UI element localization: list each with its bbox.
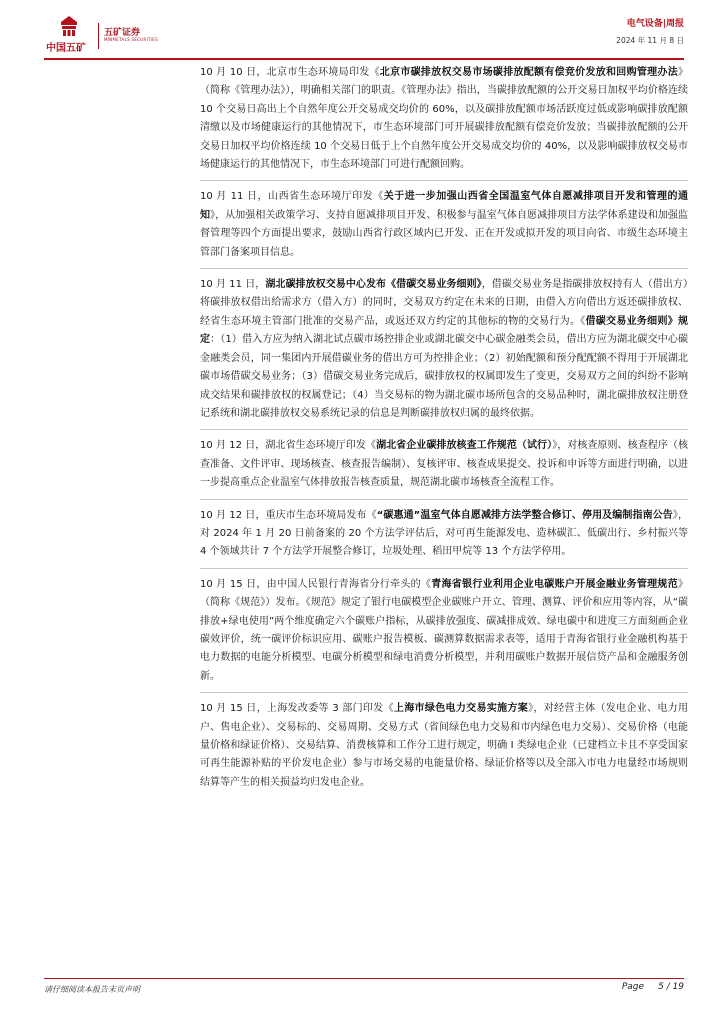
news-paragraph xyxy=(200,437,688,492)
document-title-text: 借碳交易业务细则》规定 xyxy=(200,315,689,346)
paragraph-divider xyxy=(200,568,688,569)
paragraph-text: 10 月 11 日， xyxy=(200,279,266,291)
logo-divider xyxy=(98,23,99,49)
document-title-text: 湖北碳排放权交易中心发布《借碳交易业务细则》 xyxy=(265,279,482,291)
paragraph-divider xyxy=(200,180,688,181)
header-rule xyxy=(44,58,684,60)
page-header xyxy=(44,12,684,60)
paragraph-text: 10 月 15 日，由中国人民银行青海省分行牵头的《 xyxy=(200,578,432,590)
paragraph-text: 10 月 10 日，北京市生态环境局印发《 xyxy=(200,67,380,78)
page-indicator xyxy=(622,982,684,992)
logo-securities-english: MINMETALS SECURITIES xyxy=(104,37,158,42)
news-paragraph xyxy=(200,188,688,262)
paragraph-text: 》（简称《规范》）发布。《规范》规定了银行电碳模型企业碳账户开立、管理、测算、评价和应用等内容，从“碳排放+绿电使用”两个维度确定六个碳账户指标，从碳排放强度、碳减排成效、绿电碳中和进度三方面刻画企业碳效评价，统一碳评价标识应用、碳账户报告模板、碳测算数据需求表等，适用于青海省银行业金融机构基于电力数据的电能分析模型、电碳分析模型和绿电消费分析模型，并利用碳账户数据开展信贷产品和金融服务创新。 xyxy=(200,578,688,682)
news-paragraph xyxy=(200,64,688,174)
document-title-text: 湖北省企业碳排放核查工作规范（试行） xyxy=(376,440,553,452)
document-title-text: 上海市绿色电力交易实施方案 xyxy=(393,703,529,715)
paragraph-text: 10 月 12 日，重庆市生态环境局发布《 xyxy=(200,509,377,521)
paragraph-divider xyxy=(200,692,688,693)
report-type: 电气设备|周报 xyxy=(626,19,684,29)
document-title-text: 青海省银行业利用企业电碳账户开展金融业务管理规范 xyxy=(431,578,678,590)
document-title-text: “碳惠通”温室气体自愿减排方法学整合修订、停用及编制指南公告 xyxy=(376,509,673,521)
logo-securities-name: 五矿证券 xyxy=(104,28,141,38)
header-info xyxy=(616,16,684,46)
paragraph-divider xyxy=(200,499,688,500)
news-paragraph xyxy=(200,700,688,792)
news-paragraph xyxy=(200,576,688,686)
paragraph-text: 》，从加强相关政策学习、支持自愿减排项目开发、积极参与温室气体自愿减排项目方法学体系建设和加强监督管理等四个方面提出要求，鼓励山西省行政区域内已开发、正在开发或拟开发的项目向省、市级生态环境主管部门备案项目信息。 xyxy=(200,209,688,258)
paragraph-text: 》，对经营主体（发电企业、电力用户、售电企业）、交易标的、交易周期、交易方式（省间绿色电力交易和市内绿色电力交易）、交易价格（电能量价格和绿证价格）、交易结算、消费核算和工作分工进行规定，明确 I 类绿电企业（已建档立卡且不享受国家可再生能源补贴的平价发电企业）参与市场交易的电能量价格、绿证价格等以及全部入市电力电量经市场规则结算等产生的相关损益均归发电企业。 xyxy=(200,703,689,788)
paragraph-text: 10 月 15 日，上海发改委等 3 部门印发《 xyxy=(200,703,394,715)
paragraph-text: ：（1）借入方应为纳入湖北试点碳市场控排企业或湖北碳交中心碳金融类会员，借出方应为湖北碳交中心碳金融类会员，同一集团内开展借碳业务的借出方可为控排企业；（2）初始配额和预分配配额不得用于开展湖北碳市场借碳交易业务；（3）借碳交易业务完成后，碳排放权的权属即发生了变更，交易双方之间的纠纷不影响成交结果和碳排放权的权属登记；（4）当交易标的物为湖北碳市场所包含的交易品种时，湖北碳排放权注册登记系统和湖北碳排放权交易系统记录的信息是判断碳排放权归属的最终依据。 xyxy=(200,334,688,419)
logo-chinese-name: 中国五矿 xyxy=(46,43,86,54)
document-title-text: 关于进一步加强山西省全国温室气体自愿减排项目开发和管理的通知 xyxy=(200,191,688,221)
footer-disclaimer: 请仔细阅读本报告末页声明 xyxy=(44,985,140,994)
document-title-text: 北京市碳排放权交易市场碳排放配额有偿竞价发放和回购管理办法 xyxy=(379,67,678,78)
paragraph-divider xyxy=(200,429,688,430)
paragraph-text: 10 月 12 日，湖北省生态环境厅印发《 xyxy=(200,440,377,452)
page-label: Page xyxy=(621,982,645,992)
paragraph-divider xyxy=(200,268,688,269)
main-content xyxy=(200,64,688,792)
paragraph-text: 》（简称《管理办法》），明确相关部门的职责。《管理办法》指出，当碳排放配额的公开交易日加权平均价格连续 10 个交易日高出上个自然年度公开交易成交均价的 60%，以及碳排放配额市场活跃度过低或影响碳排放配额清缴以及市场健康运行的其他情况下，市生态环境部门可开展碳排放配额有偿竞价发放；当碳排放配额的公开交易日加权平均价格连续 10 个交易日低于上个自然年度公开交易成交均价的 40%，以及影响碳排放权交易市场健康运行的其他情况下，市生态环境部门可进行配额回购。 xyxy=(200,67,688,171)
news-paragraph xyxy=(200,276,688,423)
paragraph-text: 10 月 11 日，山西省生态环境厅印发《 xyxy=(200,191,384,203)
minmetals-logo-icon xyxy=(58,15,80,37)
paragraph-text: 》，对核查原则、核查程序（核查准备、文件评审、现场核查、核查报告编制）、复核评审、核查成果提交、投诉和申诉等方面进行明确，以进一步提高重点企业温室气体排放报告核查质量，规范湖北碳市场核查全流程工作。 xyxy=(200,440,688,489)
company-logo xyxy=(46,15,176,57)
footer-rule xyxy=(44,978,684,979)
paragraph-text: 》，对 2024 年 1 月 20 日前备案的 20 个方法学评估后，对可再生能源发电、造林碳汇、低碳出行、乡村振兴等 4 个领域共计 7 个方法学开展整合修订，垃圾处理、稻田甲烷等 13 个方法学停用。 xyxy=(200,509,688,558)
report-date: 2024 年 11 月 8 日 xyxy=(616,36,684,45)
page-number: 5 / 19 xyxy=(658,982,684,992)
news-paragraph xyxy=(200,507,688,562)
paragraph-text: ，借碳交易业务是指碳排放权持有人（借出方）将碳排放权借出给需求方（借入方）的同时，交易双方约定在未来的日期，由借入方向借出方返还碳排放权、经省生态环境主管部门批准的交易产品，或返还双方约定的其他标的物的交易行为。《 xyxy=(200,279,688,327)
